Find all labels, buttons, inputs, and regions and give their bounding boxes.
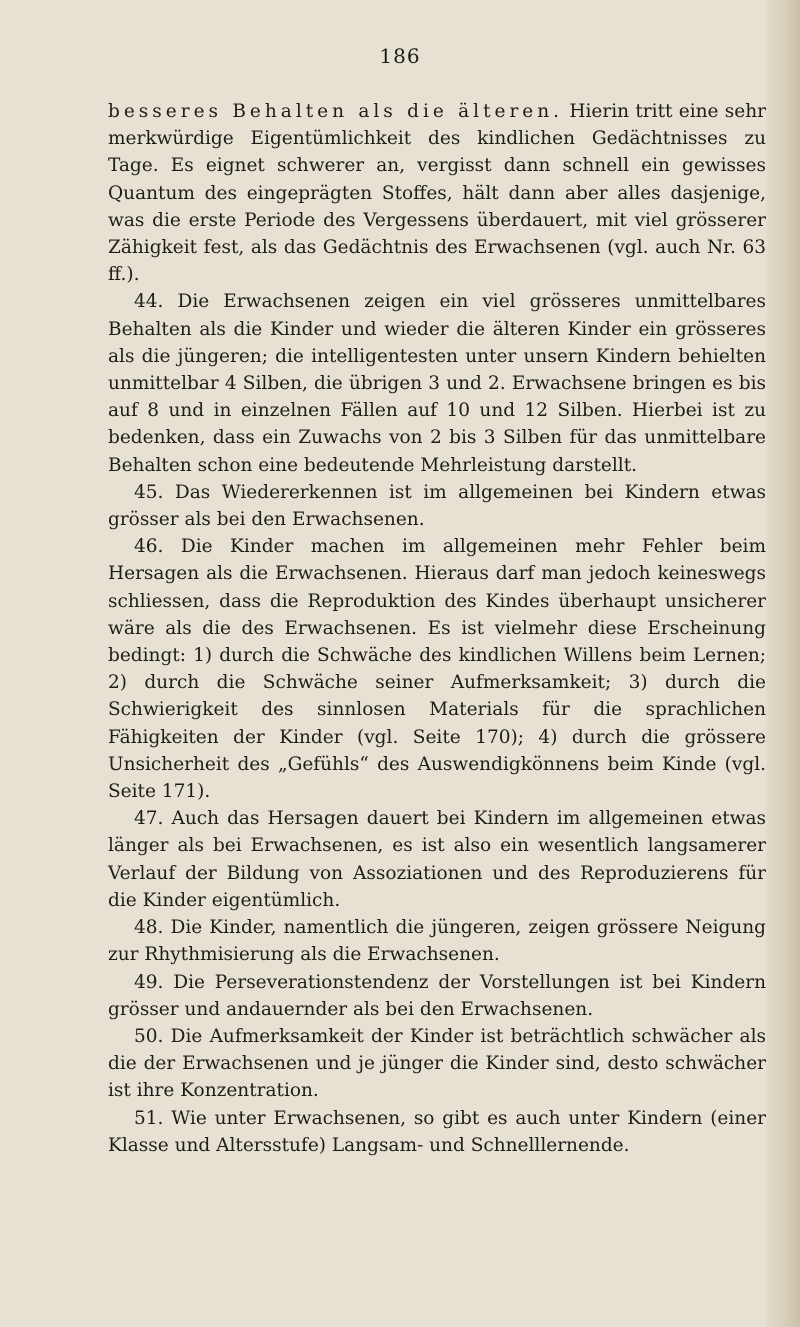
paragraph-49: 49. Die Perseverationstendenz der Vorstellungen ist bei Kindern grösser und andauernder als bei den Erwachsenen. bbox=[108, 971, 766, 1020]
paragraph-51: 51. Wie unter Erwachsenen, so gibt es auch unter Kindern (einer Klasse und Altersstufe) Langsam- und Schnelllernende. bbox=[108, 1107, 766, 1156]
paragraph-48: 48. Die Kinder, namentlich die jüngeren, zeigen grössere Neigung zur Rhythmisierung als die Erwachsenen. bbox=[108, 917, 766, 966]
paragraph-46: 46. Die Kinder machen im allgemeinen mehr Fehler beim Hersagen als die Erwachsenen. Hieraus darf man jedoch keineswegs schliessen, dass die Reproduktion des Kindes überhaupt unsicherer wäre als die des Erwachsenen. Es ist vielmehr diese Erscheinung bedingt: 1) durch die Schwäche des kindlichen Willens beim Lernen; 2) durch die Schwäche seiner Aufmerksamkeit; 3) durch die Schwierigkeit des sinnlosen Materials für die sprachlichen Fähigkeiten der Kinder (vgl. Seite 170); 4) durch die grössere Unsicherheit des „Gefühls“ des Auswendigkönnens beim Kinde (vgl. Seite 171). bbox=[108, 536, 766, 803]
page-number: 186 bbox=[379, 44, 421, 68]
spaced-emphasis: besseres Behalten als die älteren. bbox=[108, 101, 564, 122]
page-edge-shadow bbox=[766, 0, 800, 1327]
paragraph-45: 45. Das Wiedererkennen ist im allgemeinen bei Kindern etwas grösser als bei den Erwachsenen. bbox=[108, 481, 766, 531]
paragraph-44: 44. Die Erwachsenen zeigen ein viel grösseres unmittelbares Behalten als die Kinder und wieder die älteren Kinder ein grösseres als die jüngeren; die intelligentesten unter unsern Kindern behielten unmittelbar 4 Silben, die übrigen 3 und 2. Erwachsene bringen es bis auf 8 und in einzelnen Fällen auf 10 und 12 Silben. Hierbei ist zu bedenken, dass ein Zuwachs von 2 bis 3 Silben für das unmittelbare Behalten schon eine bedeutende Mehrleistung darstellt. bbox=[108, 291, 766, 476]
body-text bbox=[108, 98, 766, 1159]
paragraph-continuation bbox=[108, 98, 766, 288]
paragraph-continuation-text: Hierin tritt eine sehr merkwürdige Eigentümlichkeit des kindlichen Gedächtnisses zu Tage. Es eignet schwerer an, vergisst dann schnell ein gewisses Quantum des eingeprägten Stoffes, hält dann aber alles dasjenige, was die erste Periode des Vergessens überdauert, mit viel grösserer Zähigkeit fest, als das Gedächtnis des Erwachsenen (vgl. auch Nr. 63 ff.). bbox=[108, 101, 766, 286]
paragraph-47: 47. Auch das Hersagen dauert bei Kindern im allgemeinen etwas länger als bei Erwachsenen, es ist also ein wesentlich langsamerer Verlauf der Bildung von Assoziationen und des Reproduzierens für die Kinder eigentümlich. bbox=[108, 808, 766, 911]
paragraph-50: 50. Die Aufmerksamkeit der Kinder ist beträchtlich schwächer als die der Erwachsenen und je jünger die Kinder sind, desto schwächer ist ihre Konzentration. bbox=[108, 1025, 766, 1102]
